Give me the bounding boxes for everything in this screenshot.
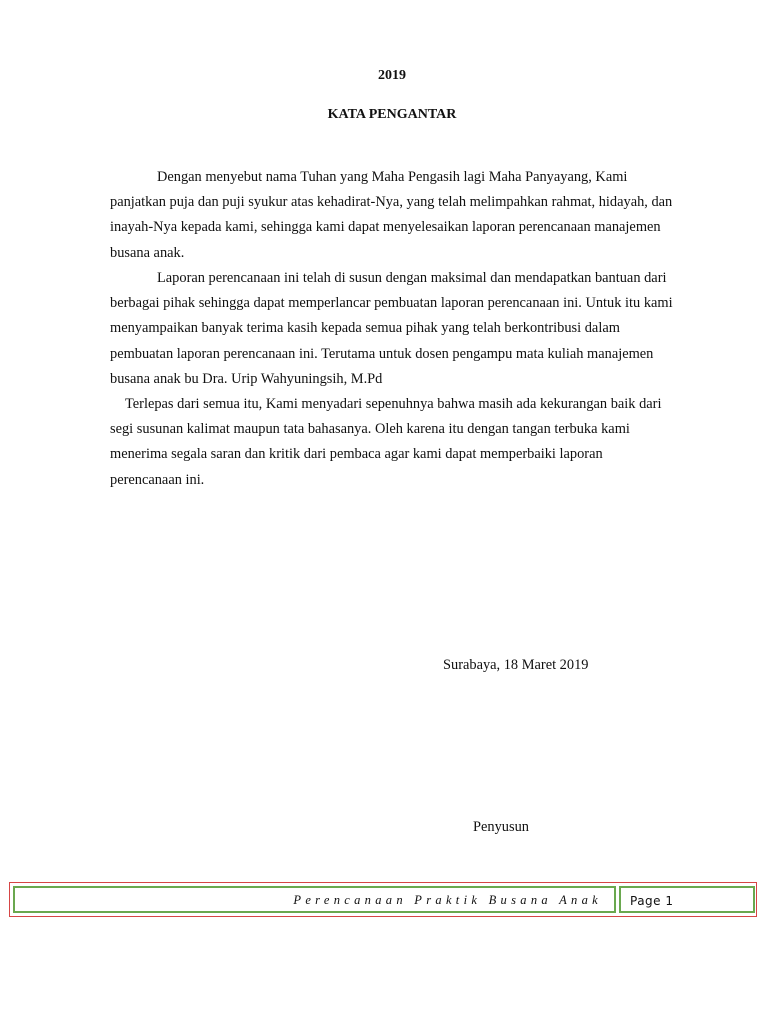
paragraph-acknowledgement: Laporan perencanaan ini telah di susun dengan maksimal dan mendapatkan bantuan dari berbagai pihak sehingga dapat memperlancar pembuatan laporan perencanaan ini. Untuk itu kami menyampaikan banyak terima kasih kepada semua pihak yang telah berkontribusi dalam pembuatan laporan perencanaan ini. Terutama untuk dosen pengampu mata kuliah manajemen busana anak bu Dra. Urip Wahyuningsih, M.Pd [110, 270, 673, 387]
paragraph-closing: Terlepas dari semua itu, Kami menyadari sepenuhnya bahwa masih ada kekurangan baik dari segi susunan kalimat maupun tata bahasanya. Oleh karena itu dengan tangan terbuka kami menerima segala saran dan kritik dari pembaca agar kami dapat memperbaiki laporan perencanaan ini. [110, 396, 662, 488]
paragraph-opening: Dengan menyebut nama Tuhan yang Maha Pengasih lagi Maha Panyayang, Kami panjatkan puja dan puji syukur atas kehadirat-Nya, yang telah melimpahkan rahmat, hidayah, dan inayah-Nya kepada kami, sehingga kami dapat menyelesaikan laporan perencanaan manajemen busana anak. [110, 169, 673, 261]
document-year: 2019 [378, 68, 406, 83]
footer-title: Perencanaan Praktik Busana Anak [293, 893, 602, 907]
place-date: Surabaya, 18 Maret 2019 [443, 657, 589, 673]
footer-page-box [619, 886, 755, 913]
document-title: KATA PENGANTAR [327, 107, 457, 122]
page-number: Page 1 [630, 894, 674, 908]
footer-title-box [13, 886, 616, 913]
author-signature-label: Penyusun [473, 819, 529, 835]
